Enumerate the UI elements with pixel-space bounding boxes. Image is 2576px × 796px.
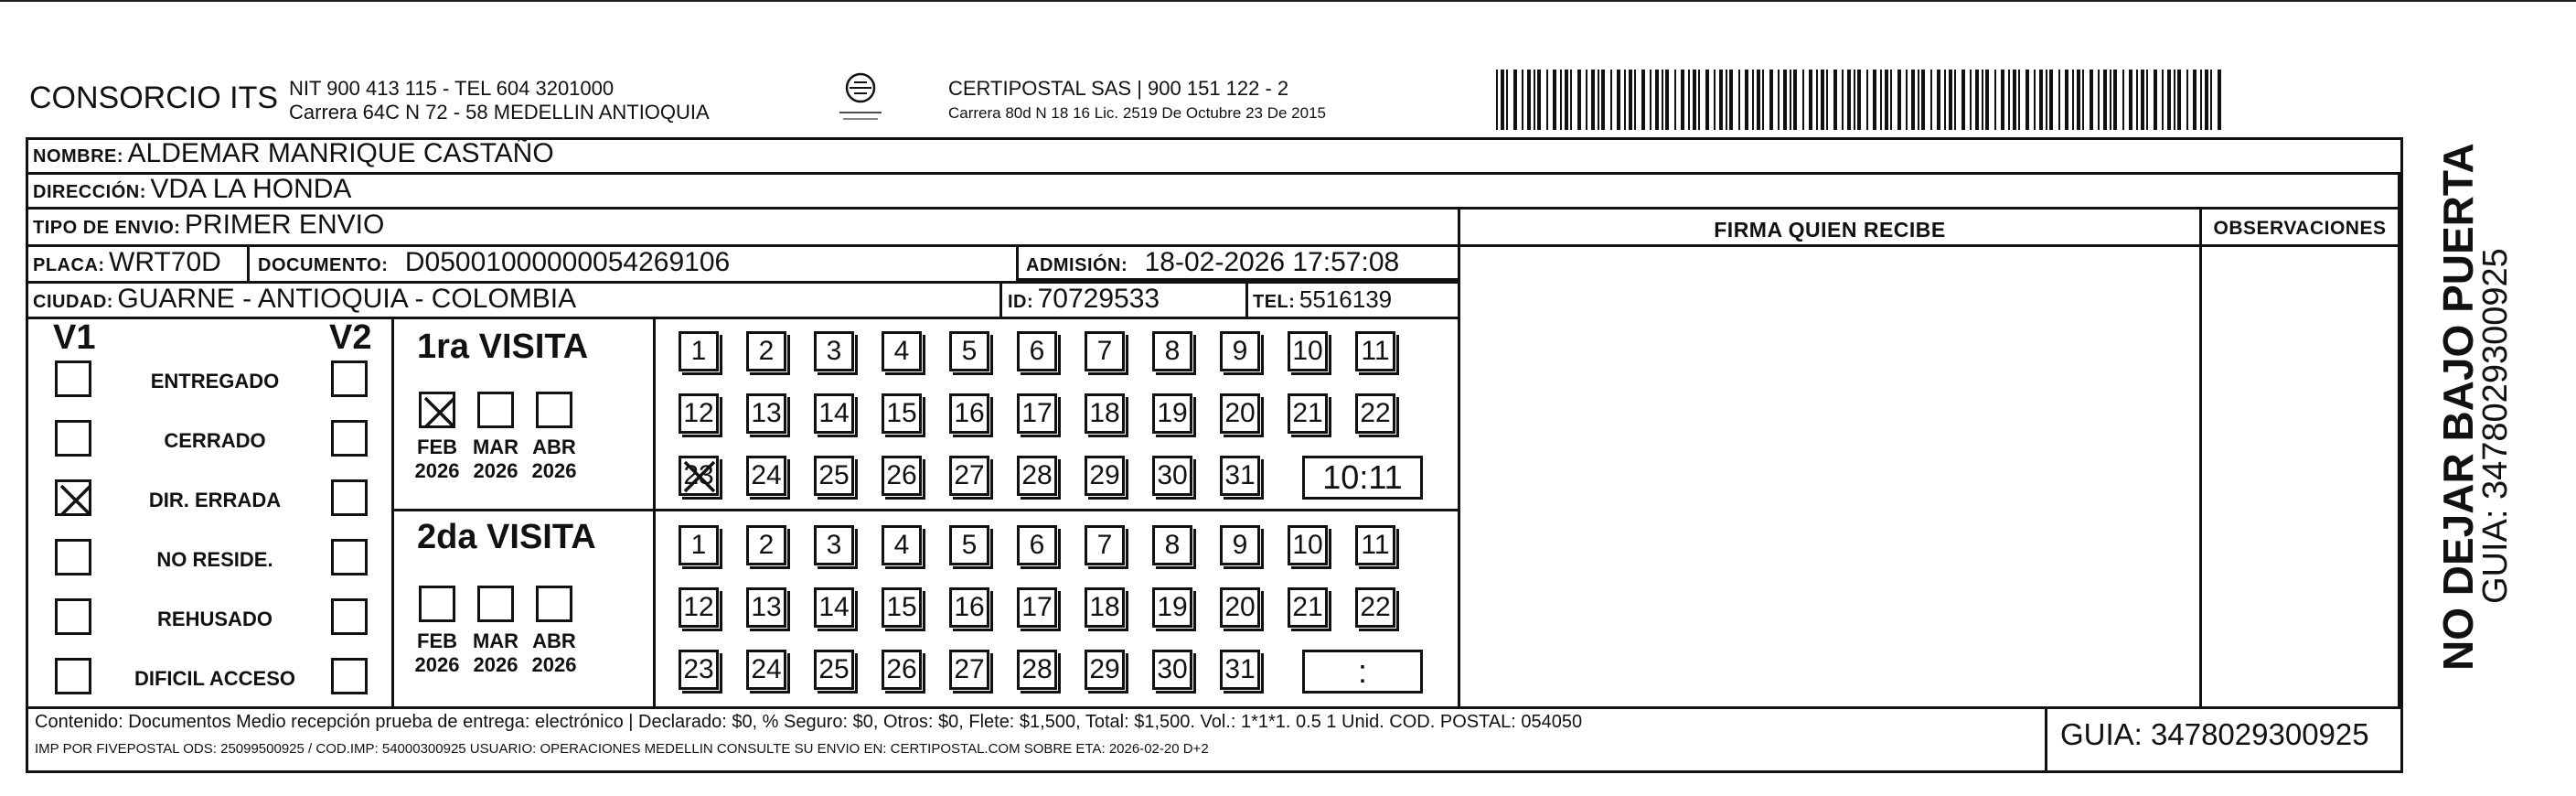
- month-checkbox-abr[interactable]: [536, 586, 572, 622]
- v2-checkbox[interactable]: [331, 598, 368, 635]
- day-number: 25: [818, 460, 850, 490]
- placa-cell: [33, 247, 221, 278]
- v1-checkbox[interactable]: [55, 479, 91, 516]
- carrier-info: [948, 77, 1326, 123]
- day-number: 5: [961, 336, 978, 366]
- month-label: [527, 629, 582, 677]
- cell-divider: [999, 281, 1002, 317]
- footer-guia-box: [2045, 706, 2403, 773]
- tel-cell: [1253, 285, 1392, 314]
- day-number: 19: [1157, 398, 1188, 428]
- day-box[interactable]: [882, 393, 922, 434]
- day-box[interactable]: [1085, 331, 1125, 371]
- month-label: [468, 436, 523, 483]
- status-option-label: REHUSADO: [157, 608, 273, 630]
- day-box[interactable]: [814, 456, 854, 496]
- day-number: 30: [1157, 654, 1188, 684]
- day-box[interactable]: [679, 331, 719, 371]
- carrier-logo-icon: [834, 71, 887, 126]
- day-number: 28: [1021, 654, 1053, 684]
- day-box[interactable]: [746, 525, 786, 565]
- day-number: 1: [690, 530, 707, 560]
- day-number: 24: [751, 460, 782, 490]
- firma-area[interactable]: [1460, 247, 2199, 706]
- day-number: 9: [1232, 336, 1248, 366]
- side-guia: GUIA: 3478029300925: [2476, 248, 2515, 604]
- month-name: ABR: [532, 629, 576, 652]
- day-box[interactable]: [1085, 456, 1125, 496]
- day-box[interactable]: [1017, 393, 1057, 434]
- day-number: 1: [690, 336, 707, 366]
- day-number: 5: [961, 530, 978, 560]
- day-box[interactable]: [1355, 331, 1395, 371]
- day-number: 12: [683, 398, 714, 428]
- day-number: 26: [886, 654, 917, 684]
- day-number: 24: [751, 654, 782, 684]
- day-number: 20: [1224, 592, 1256, 622]
- col-line: [391, 317, 394, 706]
- day-box[interactable]: [814, 393, 854, 434]
- day-box[interactable]: [679, 456, 719, 496]
- day-box[interactable]: [1220, 456, 1260, 496]
- day-box[interactable]: [882, 525, 922, 565]
- day-box[interactable]: [1220, 393, 1260, 434]
- time-value: :: [1357, 652, 1367, 690]
- ciudad-cell: [33, 284, 576, 315]
- v1-checkbox[interactable]: [55, 420, 91, 457]
- status-option-label: ENTREGADO: [150, 370, 280, 393]
- day-number: 16: [954, 398, 985, 428]
- status-option-label: NO RESIDE.: [156, 548, 273, 571]
- row-line: [391, 509, 1459, 511]
- day-number: 14: [818, 592, 850, 622]
- day-number: 10: [1292, 336, 1323, 366]
- day-box[interactable]: [1085, 393, 1125, 434]
- day-number: 23: [683, 654, 714, 684]
- day-box[interactable]: [882, 331, 922, 371]
- day-box[interactable]: [1288, 587, 1328, 628]
- month-label: [410, 629, 465, 677]
- day-box[interactable]: [1085, 650, 1125, 690]
- month-name: MAR: [472, 629, 519, 652]
- time-box[interactable]: [1302, 456, 1423, 500]
- v2-checkbox[interactable]: [331, 420, 368, 457]
- day-box[interactable]: [1085, 525, 1125, 565]
- day-number: 8: [1164, 530, 1181, 560]
- day-box[interactable]: [746, 393, 786, 434]
- day-number: 26: [886, 460, 917, 490]
- day-number: 20: [1224, 398, 1256, 428]
- day-number: 31: [1224, 460, 1256, 490]
- day-number: 28: [1021, 460, 1053, 490]
- day-box[interactable]: [746, 650, 786, 690]
- ciudad-label: CIUDAD:: [33, 292, 113, 312]
- day-number: 15: [886, 398, 917, 428]
- footer-imp: IMP POR FIVEPOSTAL ODS: 25099500925 / COD.IMP: 54000300925 USUARIO: OPERACIONES MEDELLIN CONSULTE SU ENVIO EN: CERTIPOSTAL.COM SOBRE ETA: 2026-02-20 D+2: [35, 741, 1209, 757]
- day-number: 6: [1029, 336, 1045, 366]
- v1-label: V1: [53, 318, 96, 357]
- day-box[interactable]: [1152, 525, 1192, 565]
- day-box[interactable]: [1288, 525, 1328, 565]
- cell-divider: [1016, 244, 1019, 281]
- day-box[interactable]: [882, 456, 922, 496]
- day-number: 27: [954, 460, 985, 490]
- status-option-label: DIR. ERRADA: [148, 489, 282, 511]
- nombre-label: NOMBRE:: [33, 146, 124, 167]
- day-number: 30: [1157, 460, 1188, 490]
- month-name: FEB: [417, 629, 457, 652]
- v1-checkbox[interactable]: [55, 539, 91, 575]
- month-checkbox-feb[interactable]: [419, 392, 455, 428]
- day-number: 18: [1089, 398, 1120, 428]
- month-checkbox-mar[interactable]: [477, 392, 514, 428]
- day-number: 21: [1292, 592, 1323, 622]
- v2-checkbox[interactable]: [331, 479, 368, 516]
- day-box[interactable]: [1017, 525, 1057, 565]
- placa-value: WRT70D: [109, 247, 221, 277]
- day-box[interactable]: [814, 331, 854, 371]
- day-number: 16: [954, 592, 985, 622]
- v1-checkbox[interactable]: [55, 658, 91, 694]
- month-year: 2026: [531, 459, 577, 482]
- visit2-title: 2da VISITA: [417, 518, 596, 556]
- day-number: 25: [818, 654, 850, 684]
- day-box[interactable]: [1152, 456, 1192, 496]
- cell-divider: [1245, 281, 1248, 317]
- day-box[interactable]: [949, 650, 989, 690]
- day-mark-icon: [681, 458, 718, 504]
- id-cell: [1008, 284, 1160, 315]
- id-label: ID:: [1008, 292, 1034, 312]
- barcode-icon: [1496, 70, 2224, 130]
- day-box[interactable]: [1017, 650, 1057, 690]
- nombre-value: ALDEMAR MANRIQUE CASTAÑO: [127, 138, 554, 168]
- tipo-envio-label: TIPO DE ENVIO:: [33, 218, 181, 238]
- cell-divider: [247, 244, 250, 281]
- day-box[interactable]: [1017, 456, 1057, 496]
- documento-cell: [258, 247, 730, 278]
- day-number: 21: [1292, 398, 1323, 428]
- sender-address: Carrera 64C N 72 - 58 MEDELLIN ANTIOQUIA: [289, 101, 710, 124]
- day-number: 4: [893, 530, 910, 560]
- visit1-title: 1ra VISITA: [417, 328, 589, 366]
- month-year: 2026: [414, 653, 460, 676]
- month-checkbox-abr[interactable]: [536, 392, 572, 428]
- day-box[interactable]: [1152, 650, 1192, 690]
- ciudad-value: GUARNE - ANTIOQUIA - COLOMBIA: [117, 284, 577, 314]
- day-number: 7: [1096, 530, 1113, 560]
- month-name: FEB: [417, 436, 457, 458]
- day-box[interactable]: [1355, 587, 1395, 628]
- admision-value: 18-02-2026 17:57:08: [1144, 247, 1400, 277]
- month-checkbox-mar[interactable]: [477, 586, 514, 622]
- row-line: [26, 172, 2403, 175]
- day-number: 22: [1360, 398, 1391, 428]
- day-number: 14: [818, 398, 850, 428]
- status-option-label: DIFICIL ACCESO: [134, 667, 295, 690]
- month-name: MAR: [472, 436, 519, 458]
- day-number: 12: [683, 592, 714, 622]
- day-number: 2: [758, 530, 775, 560]
- day-number: 3: [826, 336, 842, 366]
- v2-checkbox[interactable]: [331, 658, 368, 694]
- day-box[interactable]: [1017, 331, 1057, 371]
- day-number: 19: [1157, 592, 1188, 622]
- v1-checkbox[interactable]: [55, 360, 91, 397]
- day-number: 18: [1089, 592, 1120, 622]
- month-year: 2026: [473, 653, 518, 676]
- day-box[interactable]: [814, 587, 854, 628]
- day-box[interactable]: [1355, 393, 1395, 434]
- day-box[interactable]: [746, 331, 786, 371]
- day-number: 11: [1361, 336, 1390, 366]
- day-number: 8: [1164, 336, 1181, 366]
- documento-value: D05001000000054269106: [404, 247, 731, 277]
- day-number: 10: [1292, 530, 1323, 560]
- day-number: 17: [1021, 398, 1053, 428]
- day-number: 31: [1224, 654, 1256, 684]
- day-number: 23: [683, 460, 714, 490]
- tipo-envio-row: [33, 210, 384, 241]
- v2-label: V2: [329, 318, 372, 357]
- observaciones-area[interactable]: [2202, 247, 2398, 706]
- day-box[interactable]: [679, 587, 719, 628]
- day-box[interactable]: [1220, 650, 1260, 690]
- firma-label: FIRMA QUIEN RECIBE: [1714, 218, 1946, 242]
- v2-checkbox[interactable]: [331, 539, 368, 575]
- documento-label: DOCUMENTO:: [258, 255, 389, 275]
- direccion-value: VDA LA HONDA: [150, 174, 352, 204]
- time-value: 10:11: [1322, 458, 1403, 496]
- top-edge-line: [0, 0, 2576, 2]
- day-box[interactable]: [679, 650, 719, 690]
- day-box[interactable]: [746, 456, 786, 496]
- carrier-line1: CERTIPOSTAL SAS | 900 151 122 - 2: [948, 77, 1289, 100]
- status-option-label: CERRADO: [164, 429, 266, 452]
- carrier-logo: [834, 71, 887, 126]
- month-year: 2026: [414, 459, 460, 482]
- day-box[interactable]: [1152, 331, 1192, 371]
- day-box[interactable]: [949, 456, 989, 496]
- month-checkbox-feb[interactable]: [419, 586, 455, 622]
- sender-nit-tel: NIT 900 413 115 - TEL 604 3201000: [289, 77, 615, 100]
- day-number: 3: [826, 530, 842, 560]
- month-year: 2026: [531, 653, 577, 676]
- month-label: [410, 436, 465, 483]
- direccion-label: DIRECCIÓN:: [33, 182, 146, 202]
- carrier-line2: Carrera 80d N 18 16 Lic. 2519 De Octubre 23 De 2015: [948, 104, 1326, 122]
- day-number: 9: [1232, 530, 1248, 560]
- footer-contenido: Contenido: Documentos Medio recepción prueba de entrega: electrónico | Declarado: $0, % Seguro: $0, Otros: $0, Flete: $1,500, Total: $1,500. Vol.: 1*1*1. 0.5 1 Unid. COD. POSTAL: 054050: [35, 712, 1583, 732]
- month-name: ABR: [532, 436, 576, 458]
- day-box[interactable]: [1152, 587, 1192, 628]
- day-number: 13: [751, 592, 782, 622]
- tel-label: TEL:: [1253, 292, 1296, 312]
- day-box[interactable]: [882, 650, 922, 690]
- sender-name: CONSORCIO ITS: [29, 81, 279, 115]
- day-number: 2: [758, 336, 775, 366]
- day-box[interactable]: [1085, 587, 1125, 628]
- col-line: [653, 317, 656, 706]
- v2-checkbox[interactable]: [331, 360, 368, 397]
- side-warning: NO DEJAR BAJO PUERTA: [2434, 143, 2482, 671]
- observaciones-label: OBSERVACIONES: [2213, 218, 2387, 239]
- day-box[interactable]: [746, 587, 786, 628]
- day-box[interactable]: [814, 650, 854, 690]
- col-line: [2398, 172, 2400, 708]
- month-label: [468, 629, 523, 677]
- day-box[interactable]: [949, 331, 989, 371]
- tipo-envio-value: PRIMER ENVIO: [184, 210, 385, 240]
- barcode: [1496, 70, 2224, 130]
- tel-value: 5516139: [1299, 285, 1393, 313]
- day-number: 13: [751, 398, 782, 428]
- month-year: 2026: [473, 459, 518, 482]
- day-box[interactable]: [1355, 525, 1395, 565]
- direccion-row: [33, 174, 351, 205]
- day-box[interactable]: [1220, 525, 1260, 565]
- day-box[interactable]: [882, 587, 922, 628]
- month-label: [527, 436, 582, 483]
- day-box[interactable]: [949, 393, 989, 434]
- day-box[interactable]: [1152, 393, 1192, 434]
- day-number: 7: [1096, 336, 1113, 366]
- time-box[interactable]: [1302, 650, 1423, 694]
- nombre-row: [33, 138, 554, 169]
- day-box[interactable]: [949, 587, 989, 628]
- day-number: 27: [954, 654, 985, 684]
- id-value: 70729533: [1037, 284, 1160, 314]
- admision-cell: [1026, 247, 1399, 278]
- day-box[interactable]: [1220, 331, 1260, 371]
- placa-label: PLACA:: [33, 255, 105, 275]
- day-number: 22: [1360, 592, 1391, 622]
- day-number: 15: [886, 592, 917, 622]
- v1-checkbox[interactable]: [55, 598, 91, 635]
- day-box[interactable]: [679, 393, 719, 434]
- day-box[interactable]: [1288, 331, 1328, 371]
- day-number: 29: [1089, 654, 1120, 684]
- day-number: 11: [1361, 530, 1390, 560]
- row-line: [26, 317, 1459, 319]
- day-box[interactable]: [949, 525, 989, 565]
- day-box[interactable]: [1017, 587, 1057, 628]
- day-number: 17: [1021, 592, 1053, 622]
- admision-label: ADMISIÓN:: [1026, 255, 1128, 275]
- day-box[interactable]: [1220, 587, 1260, 628]
- footer-guia: GUIA: 3478029300925: [2060, 717, 2369, 751]
- sender-info: [289, 77, 710, 124]
- cell-divider: [1016, 278, 1460, 281]
- day-number: 4: [893, 336, 910, 366]
- day-box[interactable]: [679, 525, 719, 565]
- day-number: 6: [1029, 530, 1045, 560]
- day-box[interactable]: [814, 525, 854, 565]
- day-number: 29: [1089, 460, 1120, 490]
- day-box[interactable]: [1288, 393, 1328, 434]
